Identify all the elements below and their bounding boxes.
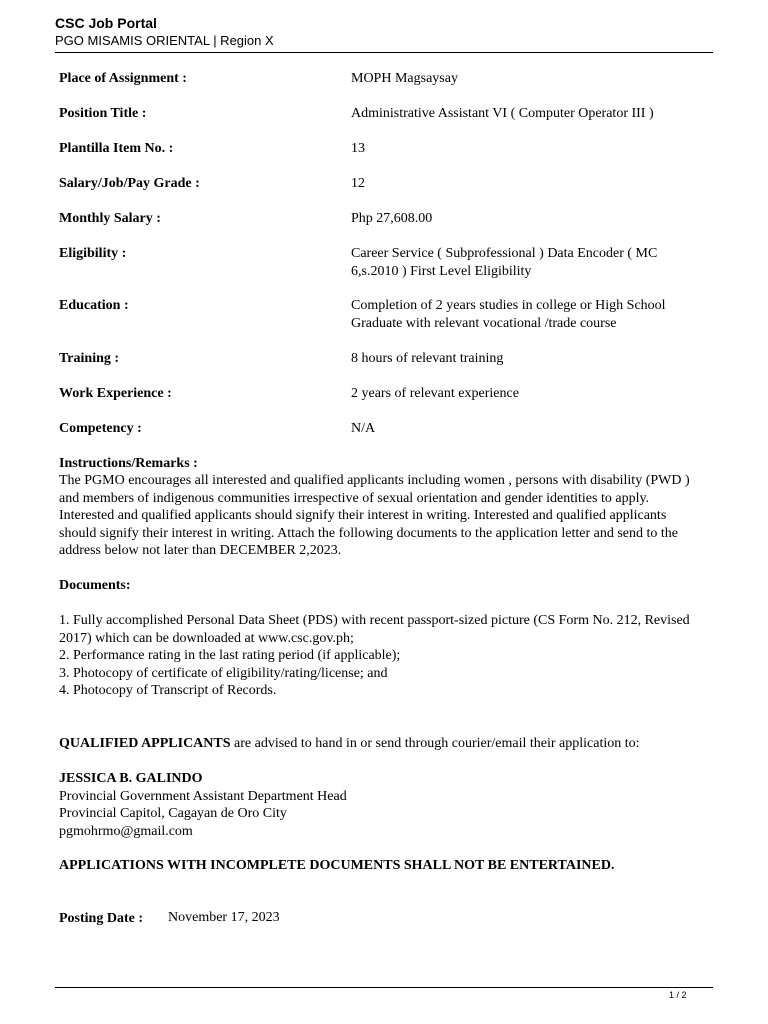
document-item: 2. Performance rating in the last rating period (if applicable); [59,648,401,663]
qualified-applicants-note [59,735,699,753]
field-label-place-of-assignment: Place of Assignment : [59,71,187,86]
field-label-position-title: Position Title : [59,106,147,121]
page-number: 1 / 2 [669,990,687,1000]
contact-name: JESSICA B. GALINDO [59,771,203,786]
field-label-competency: Competency : [59,421,142,436]
contact-address: Provincial Capitol, Cagayan de Oro City [59,806,287,821]
field-label-monthly-salary: Monthly Salary : [59,211,161,226]
field-label-education: Education : [59,298,129,313]
field-value-education: Completion of 2 years studies in college or High School Graduate with relevant vocational /trade course [351,298,666,331]
document-item: 4. Photocopy of Transcript of Records. [59,683,277,698]
field-value-competency: N/A [351,421,376,436]
posting-date-value: November 17, 2023 [168,910,280,925]
instructions-text: The PGMO encourages all interested and qualified applicants including women , persons with disability (PWD ) and members of indigenous communities irrespective of sexual orientation and gender identities to apply. Interested and qualified applicants should signify their interest in writing. Interested and qualified applicants should signify their interest in writing. Attach the following documents to the application letter and send to the address below not later than DECEMBER 2,2023. [59,473,690,558]
footer-divider [55,987,713,988]
incomplete-documents-notice: APPLICATIONS WITH INCOMPLETE DOCUMENTS SHALL NOT BE ENTERTAINED. [59,858,615,873]
field-label-work-experience: Work Experience : [59,386,172,401]
documents-heading: Documents: [59,578,131,593]
field-value-place-of-assignment: MOPH Magsaysay [351,71,458,86]
contact-email: pgmohrmo@gmail.com [59,823,193,839]
field-value-training: 8 hours of relevant training [351,351,504,366]
qualified-applicants-bold: QUALIFIED APPLICANTS [59,736,231,751]
instructions-heading: Instructions/Remarks : [59,456,198,471]
portal-title: CSC Job Portal [55,15,157,31]
field-label-salary-grade: Salary/Job/Pay Grade : [59,176,200,191]
field-label-training: Training : [59,351,120,366]
field-value-salary-grade: 12 [351,176,365,191]
field-value-monthly-salary: Php 27,608.00 [351,211,433,226]
document-item: 3. Photocopy of certificate of eligibility/rating/license; and [59,665,388,681]
posting-date-label: Posting Date : [59,911,143,926]
field-label-eligibility: Eligibility : [59,246,127,261]
portal-subtitle: PGO MISAMIS ORIENTAL | Region X [55,33,274,48]
field-value-plantilla-item: 13 [351,141,365,156]
qualified-applicants-rest: are advised to hand in or send through courier/email their application to: [230,736,640,751]
field-value-eligibility: Career Service ( Subprofessional ) Data Encoder ( MC 6,s.2010 ) First Level Eligibility [351,246,658,279]
documents-list [59,612,699,700]
field-value-work-experience: 2 years of relevant experience [351,386,519,401]
document-item: 1. Fully accomplished Personal Data Sheet (PDS) with recent passport-sized picture (CS Form No. 212, Revised 2017) which can be downloaded at www.csc.gov.ph; [59,613,690,646]
contact-block [59,770,699,840]
contact-title: Provincial Government Assistant Department Head [59,788,347,804]
header-divider [55,52,713,53]
field-label-plantilla-item: Plantilla Item No. : [59,141,174,156]
field-value-position-title: Administrative Assistant VI ( Computer Operator III ) [351,106,654,121]
